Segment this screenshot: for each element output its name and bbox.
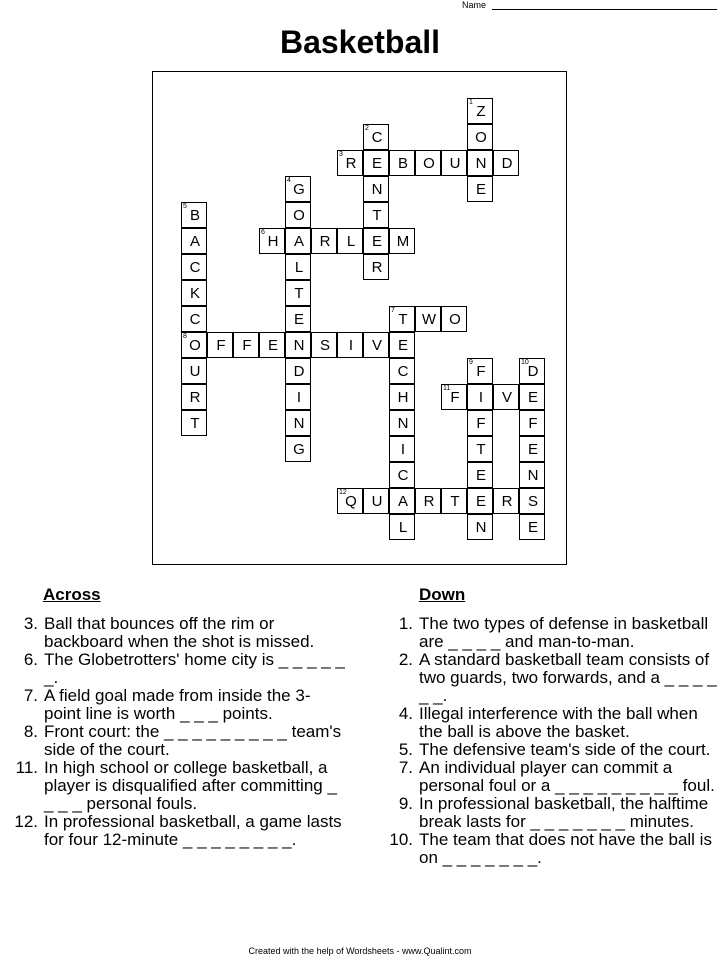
- clue-number: 4: [287, 177, 291, 184]
- cell-letter: R: [345, 155, 357, 172]
- cell-letter: I: [478, 389, 484, 406]
- grid-cell[interactable]: [181, 254, 207, 280]
- grid-cell[interactable]: [389, 436, 415, 462]
- clue-number: 8: [183, 333, 187, 340]
- cell-letter: E: [527, 441, 538, 458]
- down-heading: Down: [419, 585, 466, 604]
- clue-num: 1.: [398, 614, 413, 633]
- grid-cell[interactable]: [337, 488, 363, 514]
- grid-cell[interactable]: [259, 228, 285, 254]
- grid-cell[interactable]: [337, 228, 363, 254]
- grid-cell[interactable]: [389, 514, 415, 540]
- grid-cell[interactable]: [181, 306, 207, 332]
- cell-letter: I: [348, 337, 354, 354]
- grid-cell[interactable]: [285, 384, 311, 410]
- clue-text: Ball that bounces off the rim or backboard when the shot is missed.: [44, 614, 315, 651]
- clue-text: A standard basketball team consists of two guards, two forwards, and a _ _ _ _ _ _.: [419, 650, 717, 705]
- across-clue: [0, 723, 345, 759]
- cell-letter: S: [527, 493, 538, 510]
- cell-letter: U: [371, 493, 383, 510]
- cell-letter: T: [190, 415, 200, 432]
- cell-letter: L: [346, 233, 356, 250]
- cell-letter: Z: [476, 103, 486, 120]
- cell-letter: C: [397, 467, 409, 484]
- grid-cell[interactable]: [415, 150, 441, 176]
- grid-cell[interactable]: [389, 358, 415, 384]
- grid-cell[interactable]: [181, 410, 207, 436]
- clue-number: 12: [339, 489, 347, 496]
- clue-num: 6.: [23, 650, 38, 669]
- clue-text: Front court: the _ _ _ _ _ _ _ _ _ team's side of the court.: [44, 722, 342, 759]
- cell-letter: G: [293, 441, 305, 458]
- grid-cell[interactable]: [285, 358, 311, 384]
- grid-cell[interactable]: [311, 228, 337, 254]
- grid-cell[interactable]: [415, 306, 441, 332]
- cell-letter: B: [397, 155, 408, 172]
- cell-letter: O: [423, 155, 435, 172]
- clue-number: 5: [183, 203, 187, 210]
- clue-number: 11: [443, 385, 451, 392]
- cell-letter: O: [475, 129, 487, 146]
- grid-cell[interactable]: [493, 150, 519, 176]
- grid-cell[interactable]: [467, 150, 493, 176]
- down-clue: [375, 759, 720, 795]
- clue-text: In professional basketball, a game lasts for four 12-minute _ _ _ _ _ _ _ _.: [44, 812, 342, 849]
- grid-cell[interactable]: [363, 124, 389, 150]
- grid-cell[interactable]: [467, 176, 493, 202]
- grid-cell[interactable]: [207, 332, 233, 358]
- cell-letter: T: [476, 441, 486, 458]
- across-clue: [0, 759, 345, 813]
- grid-cell[interactable]: [467, 410, 493, 436]
- clue-text: In high school or college basketball, a player is disqualified after committing _ _ _ _ personal fouls.: [44, 758, 337, 813]
- cell-letter: V: [501, 389, 512, 406]
- grid-cell[interactable]: [519, 358, 545, 384]
- grid-cell[interactable]: [389, 150, 415, 176]
- clue-num: 12.: [14, 812, 38, 831]
- cell-letter: Q: [345, 493, 357, 510]
- cell-letter: B: [189, 207, 200, 224]
- grid-cell[interactable]: [467, 436, 493, 462]
- down-clue: [375, 795, 720, 831]
- cell-letter: T: [372, 207, 382, 224]
- cell-letter: L: [294, 259, 304, 276]
- cell-letter: F: [216, 337, 226, 354]
- clue-num: 4.: [398, 704, 413, 723]
- grid-cell[interactable]: [285, 254, 311, 280]
- grid-cell[interactable]: [181, 228, 207, 254]
- grid-cell[interactable]: [181, 332, 207, 358]
- cell-letter: F: [476, 363, 486, 380]
- down-clue: [375, 615, 720, 651]
- cell-letter: E: [267, 337, 278, 354]
- clue-number: 1: [469, 99, 473, 106]
- cell-letter: V: [371, 337, 382, 354]
- cell-letter: N: [475, 155, 487, 172]
- cell-letter: D: [293, 363, 305, 380]
- clue-text: The two types of defense in basketball are _ _ _ _ and man-to-man.: [419, 614, 709, 651]
- grid-cell[interactable]: [363, 202, 389, 228]
- clue-num: 2.: [398, 650, 413, 669]
- down-clues: [375, 585, 720, 867]
- clue-text: The defensive team's side of the court.: [419, 740, 711, 759]
- clue-text: The Globetrotters' home city is _ _ _ _ _ _.: [44, 650, 345, 687]
- cell-letter: I: [400, 441, 406, 458]
- cell-letter: E: [475, 493, 486, 510]
- grid-cell[interactable]: [519, 514, 545, 540]
- clue-text: A field goal made from inside the 3-point line is worth _ _ _ points.: [44, 686, 311, 723]
- cell-letter: C: [371, 129, 383, 146]
- cell-letter: L: [398, 519, 408, 536]
- cell-letter: U: [449, 155, 461, 172]
- cell-letter: C: [397, 363, 409, 380]
- grid-cell[interactable]: [337, 150, 363, 176]
- across-clue: [0, 651, 345, 687]
- name-line: [462, 0, 720, 12]
- name-blank[interactable]: [492, 9, 717, 10]
- clue-number: 3: [339, 151, 343, 158]
- grid-cell[interactable]: [285, 280, 311, 306]
- cell-letter: U: [189, 363, 201, 380]
- cell-letter: D: [527, 363, 539, 380]
- clue-number: 9: [469, 359, 473, 366]
- cell-letter: E: [475, 181, 486, 198]
- cell-letter: O: [449, 311, 461, 328]
- grid-cell[interactable]: [389, 410, 415, 436]
- grid-cell[interactable]: [467, 514, 493, 540]
- grid-cell[interactable]: [363, 488, 389, 514]
- across-clue: [0, 615, 345, 651]
- clue-num: 7.: [398, 758, 413, 777]
- grid-cell[interactable]: [363, 150, 389, 176]
- cell-letter: E: [371, 233, 382, 250]
- clue-text: An individual player can commit a personal foul or a _ _ _ _ _ _ _ _ _ foul.: [419, 758, 715, 795]
- cell-letter: H: [397, 389, 409, 406]
- cell-letter: R: [501, 493, 513, 510]
- grid-cell[interactable]: [389, 332, 415, 358]
- clue-num: 5.: [398, 740, 413, 759]
- grid-cell[interactable]: [181, 202, 207, 228]
- clue-text: In professional basketball, the halftime break lasts for _ _ _ _ _ _ _ minutes.: [419, 794, 709, 831]
- cell-letter: H: [267, 233, 279, 250]
- grid-cell[interactable]: [285, 332, 311, 358]
- cell-letter: F: [242, 337, 252, 354]
- cell-letter: E: [293, 311, 304, 328]
- cell-letter: K: [189, 285, 200, 302]
- cell-letter: E: [397, 337, 408, 354]
- cell-letter: N: [475, 519, 487, 536]
- grid-cell[interactable]: [285, 202, 311, 228]
- grid-cell[interactable]: [467, 462, 493, 488]
- down-clue: [375, 705, 720, 741]
- cell-letter: W: [421, 311, 437, 328]
- grid-cell[interactable]: [363, 228, 389, 254]
- cell-letter: M: [396, 233, 410, 250]
- grid-cell[interactable]: [389, 384, 415, 410]
- grid-cell[interactable]: [363, 332, 389, 358]
- grid-cell[interactable]: [259, 332, 285, 358]
- cell-letter: D: [501, 155, 513, 172]
- across-clue: [0, 813, 345, 849]
- cell-letter: N: [293, 337, 305, 354]
- across-clue-list: [0, 615, 345, 849]
- grid-cell[interactable]: [285, 176, 311, 202]
- grid-cell[interactable]: [181, 384, 207, 410]
- cell-letter: T: [398, 311, 408, 328]
- cell-letter: R: [319, 233, 331, 250]
- clue-number: 10: [521, 359, 529, 366]
- grid-cell[interactable]: [363, 254, 389, 280]
- down-clue: [375, 651, 720, 705]
- clue-number: 2: [365, 125, 369, 132]
- grid-cell[interactable]: [441, 150, 467, 176]
- across-clue: [0, 687, 345, 723]
- across-clues: [0, 585, 345, 849]
- across-heading: Across: [43, 585, 101, 604]
- cell-letter: C: [189, 259, 201, 276]
- clue-num: 10.: [389, 830, 413, 849]
- cell-letter: F: [450, 389, 460, 406]
- grid-cell[interactable]: [181, 358, 207, 384]
- cell-letter: O: [189, 337, 201, 354]
- cell-letter: A: [397, 493, 408, 510]
- grid-cell[interactable]: [233, 332, 259, 358]
- grid-cell[interactable]: [389, 306, 415, 332]
- cell-letter: C: [189, 311, 201, 328]
- down-clue: [375, 831, 720, 867]
- clue-num: 9.: [398, 794, 413, 813]
- cell-letter: T: [450, 493, 460, 510]
- name-label: Name: [462, 0, 487, 10]
- grid-cell[interactable]: [389, 228, 415, 254]
- grid-cell[interactable]: [467, 124, 493, 150]
- grid-cell[interactable]: [285, 410, 311, 436]
- grid-cell[interactable]: [467, 488, 493, 514]
- down-clue: [375, 741, 720, 759]
- grid-cell[interactable]: [519, 436, 545, 462]
- grid-cell[interactable]: [415, 488, 441, 514]
- clue-number: 7: [391, 307, 395, 314]
- cell-letter: T: [294, 285, 304, 302]
- footer-credit: Created with the help of Wordsheets - www.Qualint.com: [248, 946, 472, 956]
- clue-text: The team that does not have the ball is on _ _ _ _ _ _ _.: [419, 830, 712, 867]
- grid-cell[interactable]: [285, 306, 311, 332]
- grid-cell[interactable]: [311, 332, 337, 358]
- grid-cell[interactable]: [467, 98, 493, 124]
- grid-cell[interactable]: [181, 280, 207, 306]
- grid-cell[interactable]: [467, 358, 493, 384]
- cell-letter: R: [423, 493, 435, 510]
- down-clue-list: [375, 615, 720, 867]
- clue-num: 8.: [23, 722, 38, 741]
- cell-letter: N: [397, 415, 409, 432]
- clue-text: Illegal interference with the ball when the ball is above the basket.: [419, 704, 698, 741]
- grid-cell[interactable]: [467, 384, 493, 410]
- grid-cell[interactable]: [493, 384, 519, 410]
- cell-letter: F: [528, 415, 538, 432]
- cell-letter: A: [293, 233, 304, 250]
- cell-letter: N: [527, 467, 539, 484]
- cell-letter: N: [293, 415, 305, 432]
- crossword-frame: [152, 71, 567, 565]
- cell-letter: E: [527, 519, 538, 536]
- grid-cell[interactable]: [285, 436, 311, 462]
- clue-num: 11.: [15, 758, 38, 777]
- grid-cell[interactable]: [493, 488, 519, 514]
- clue-number: 6: [261, 229, 265, 236]
- clue-num: 7.: [23, 686, 38, 705]
- grid-cell[interactable]: [519, 462, 545, 488]
- grid-cell[interactable]: [519, 384, 545, 410]
- grid-cell[interactable]: [441, 384, 467, 410]
- cell-letter: E: [527, 389, 538, 406]
- cell-letter: F: [476, 415, 486, 432]
- cell-letter: G: [293, 181, 305, 198]
- cell-letter: R: [189, 389, 201, 406]
- clue-num: 3.: [23, 614, 38, 633]
- cell-letter: A: [189, 233, 200, 250]
- cell-letter: E: [475, 467, 486, 484]
- grid-cell[interactable]: [519, 410, 545, 436]
- cell-letter: O: [293, 207, 305, 224]
- cell-letter: N: [371, 181, 383, 198]
- grid-cell[interactable]: [337, 332, 363, 358]
- grid-cell[interactable]: [389, 462, 415, 488]
- grid-cell[interactable]: [519, 488, 545, 514]
- cell-letter: I: [296, 389, 302, 406]
- grid-cell[interactable]: [363, 176, 389, 202]
- cell-letter: R: [371, 259, 383, 276]
- grid-cell[interactable]: [441, 306, 467, 332]
- grid-cell[interactable]: [389, 488, 415, 514]
- grid-cell[interactable]: [285, 228, 311, 254]
- cell-letter: S: [319, 337, 330, 354]
- cell-letter: E: [371, 155, 382, 172]
- page-title: Basketball: [279, 24, 441, 60]
- grid-cell[interactable]: [441, 488, 467, 514]
